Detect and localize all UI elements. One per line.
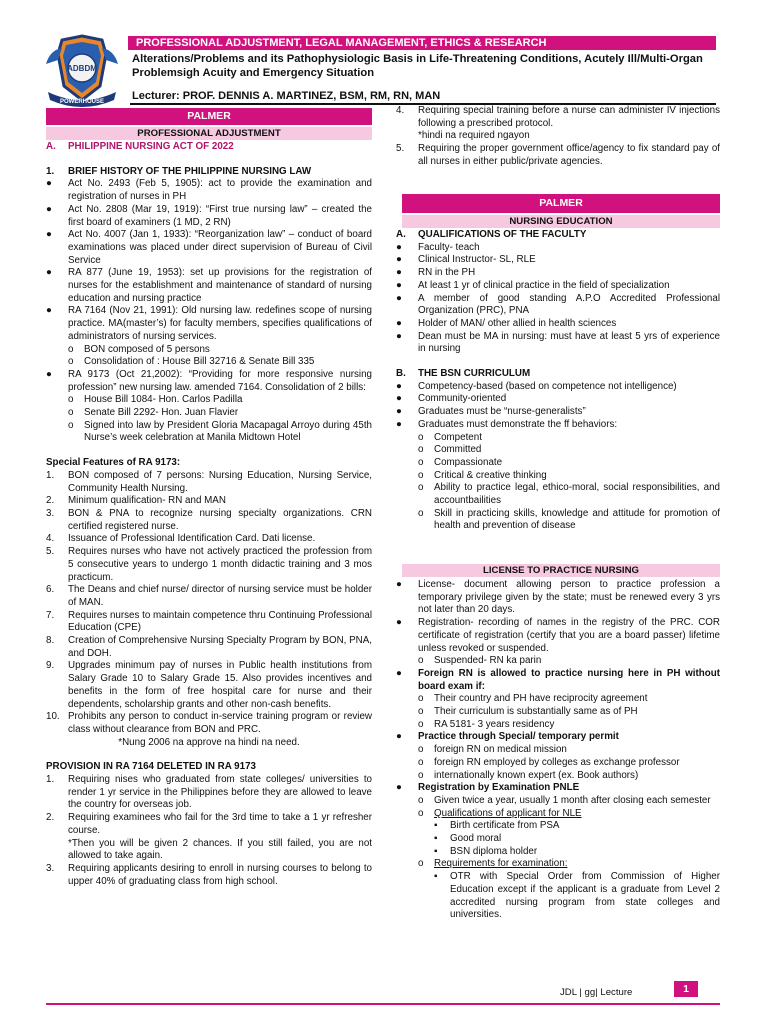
school-logo: [36, 30, 128, 116]
list-item: ● Dean must be MA in nursing: must have at least 5 yrs of experience in nursing: [396, 330, 720, 355]
list-note: *Then you will be given 2 chances. If you still failed, you are not allowed to take again.: [68, 837, 372, 862]
list-item: ● A member of good standing A.P.O Accredited Professional Organization (PRC), PNA: [396, 292, 720, 317]
list-item: ● Faculty- teach: [396, 241, 480, 253]
footer-rule: [46, 1003, 720, 1005]
list-item: ● Graduates must demonstrate the ff behaviors:: [396, 418, 618, 430]
right-column-license: [396, 579, 720, 922]
list-item: ● Act No. 4007 (Jan 1, 1933): “Reorganization law” – conduct of board examinations was placed under direct supervision of Bureau of Civil Service: [46, 229, 372, 266]
section-a-heading: A. PHILIPPINE NURSING ACT OF 2022: [46, 141, 234, 152]
list-item: ● Community-oriented: [396, 393, 507, 405]
list-subitem: o Skill in practicing skills, knowledge and attitude for promotion of health and prevention of disease: [418, 507, 720, 532]
list-item: ● At least 1 yr of clinical practice in the field of specialization: [396, 279, 670, 291]
list-subitem: o House Bill 1084- Hon. Carlos Padilla: [68, 394, 243, 406]
special-features-heading: Special Features of RA 9173:: [46, 457, 181, 469]
page-number: 1: [674, 981, 698, 997]
list-subitem: o foreign RN on medical mission: [418, 744, 567, 756]
list-item: 1. BON composed of 7 persons: Nursing Education, Nursing Service, Community Health Nursing.: [46, 469, 372, 494]
lecturer-name: Lecturer: PROF. DENNIS A. MARTINEZ, BSM, RM, RN, MAN: [132, 90, 441, 102]
list-item: 5. Requires nurses who have not actively practiced the profession from 5 consecutive years to undergo 1 month didactic training and 3 mos practicum.: [46, 546, 372, 583]
list-subitem: o Ability to practice legal, ethico-moral, social responsibilities, and accountbailities: [418, 482, 720, 507]
svg-text:POWERHOUSE: POWERHOUSE: [59, 99, 105, 105]
list-note: *hindi na required ngayon: [418, 130, 530, 142]
list-subitem: o foreign RN employed by colleges as exchange professor: [418, 756, 680, 768]
list-subitem: o Compassionate: [418, 456, 503, 468]
list-subitem: o Their country and PH have reciprocity agreement: [418, 693, 648, 705]
list-subitem: o Consolidation of : House Bill 32716 & Senate Bill 335: [68, 356, 315, 368]
palmer-bar-2: PALMER: [402, 194, 720, 213]
list-subsubitem: ▪ Good moral: [434, 833, 502, 845]
list-subitem: o Signed into law by President Gloria Macapagal Arroyo during 45th Nurse’s week celebration at Manila Midtown Hotel: [68, 419, 372, 444]
list-item: ● Act No. 2808 (Mar 19, 1919): “First true nursing law” – created the first board of examiners (1 MD, 2 RN): [46, 203, 372, 228]
history-heading: 1. BRIEF HISTORY OF THE PHILIPPINE NURSING LAW: [46, 165, 312, 177]
list-subitem: o Given twice a year, usually 1 month after closing each semester: [418, 794, 711, 806]
right-column: [396, 229, 720, 533]
right-column-top: [396, 105, 720, 169]
svg-text:ADBDM: ADBDM: [67, 64, 97, 73]
list-item: 9. Upgrades minimum pay of nurses in Public health institutions from Salary Grade 10 to Salary Grade 15. Also provides incentives and benefits in the form of free hospital care for nurse and their dependents, scholarship grants and other non-cash benefits.: [46, 660, 372, 710]
list-item: 4. Issuance of Professional Identification Card. Dati license.: [46, 533, 316, 545]
list-subitem: o Senate Bill 2292- Hon. Juan Flavier: [68, 407, 239, 419]
faculty-heading: A. QUALIFICATIONS OF THE FACULTY: [396, 229, 587, 240]
list-item: 5. Requiring the proper government office/agency to fix standard pay of all nurses in either public/private agencies.: [396, 143, 720, 167]
list-subitem: o BON composed of 5 persons: [68, 343, 210, 355]
list-item: ● Clinical Instructor- SL, RLE: [396, 254, 536, 266]
palmer-bar: PALMER: [46, 108, 372, 125]
list-item: 7. Requires nurses to maintain competence thru Continuing Professional Education (CPE): [46, 609, 372, 634]
list-item: 8. Creation of Comprehensive Nursing Specialty Program by BON, PNA, and DOH.: [46, 635, 372, 659]
list-subsubitem: ▪ BSN diploma holder: [434, 845, 538, 857]
section-bar-professional-adjustment: PROFESSIONAL ADJUSTMENT: [46, 127, 372, 140]
list-item: 6. The Deans and chief nurse/ director of nursing service must be holder of MAN.: [46, 584, 372, 608]
list-item: ● RA 9173 (Oct 21,2002): “Providing for more responsive nursing profession” new nursing law. amended 7164. Consolidation of 2 bills:: [46, 368, 372, 393]
list-item: 1. Requiring nises who graduated from state colleges/ universities to render 1 yr service in the Philippines before they are allowed to leave the country for overseas job.: [46, 774, 372, 811]
list-item: 10. Prohibits any person to conduct in-service training program or review class without clearance from BON and PRC.: [46, 711, 372, 735]
list-item: 4. Requiring special training before a nurse can administer IV injections following a prescribed protocol.: [396, 105, 720, 129]
list-subsubitem: ▪ Birth certificate from PSA: [434, 820, 560, 832]
special-features-list: [46, 470, 372, 737]
list-item: 3. Requiring applicants desiring to enroll in nursing courses to belong to upper 40% of graduating class from high school.: [46, 862, 372, 887]
list-item: 3. BON & PNA to recognize nursing specialty organizations. CRN certified registered nurse.: [46, 507, 372, 532]
lecture-subtitle: Alterations/Problems and its Pathophysiologic Basis in Life-Threatening Conditions, Acutely Ill/Multi-Organ Problemsigh Acuity and Emergency Situation: [132, 53, 703, 79]
section-bar-license: LICENSE TO PRACTICE NURSING: [402, 564, 720, 577]
list-subitem: o Their curriculum is substantially same as of PH: [418, 706, 638, 718]
list-subitem: o Qualifications of applicant for NLE: [418, 807, 582, 819]
list-item: ● Foreign RN is allowed to practice nursing here in PH without board exam if:: [396, 667, 720, 692]
list-item: ● Graduates must be “nurse-generalists”: [396, 406, 586, 418]
list-item: ● RA 877 (June 19, 1953): set up provisions for the registration of nurses for the establishment and maintenance of standard of nursing education and nursing practice: [46, 267, 372, 304]
list-item: ● Act No. 2493 (Feb 5, 1905): act to provide the examination and registration of nurses in PH: [46, 178, 372, 203]
footer-text: JDL | gg| Lecture: [560, 987, 633, 998]
list-subitem: o internationally known expert (ex. Book authors): [418, 769, 639, 781]
list-subsubitem: ▪ OTR with Special Order from Commission of Higher Education except if the applicant is a graduate from Level 2 accredited nursing program from state colleges and universities.: [434, 871, 720, 921]
list-item: ● Registration by Examination PNLE: [396, 782, 580, 794]
list-item: ● License- document allowing person to practice profession a temporary privilege given by the state; must be renewed every 3 yrs not later than 20 days.: [396, 579, 720, 616]
deleted-provisions-heading: PROVISION IN RA 7164 DELETED IN RA 9173: [46, 761, 256, 773]
list-item: ● RN in the PH: [396, 267, 476, 279]
left-column: [46, 141, 372, 888]
list-subitem: o Committed: [418, 444, 482, 456]
list-subitem: o Competent: [418, 431, 482, 443]
special-features-note: *Nung 2006 na approve na hindi na need.: [118, 736, 300, 748]
section-bar-nursing-education: NURSING EDUCATION: [402, 215, 720, 228]
curriculum-heading: B. THE BSN CURRICULUM: [396, 368, 531, 380]
list-item: 2. Requiring examinees who fail for the 3rd time to take a 1 yr refresher course.: [46, 812, 372, 836]
list-item: 2. Minimum qualification- RN and MAN: [46, 495, 226, 507]
list-subitem: o Requirements for examination:: [418, 858, 568, 870]
list-subitem: o Suspended- RN ka parin: [418, 655, 542, 667]
list-item: ● Practice through Special/ temporary permit: [396, 731, 619, 743]
list-subitem: o Critical & creative thinking: [418, 469, 547, 481]
list-item: ● Competency-based (based on competence not intelligence): [396, 380, 677, 392]
course-title-bar: PROFESSIONAL ADJUSTMENT, LEGAL MANAGEMENT, ETHICS & RESEARCH: [128, 36, 716, 50]
list-subitem: o RA 5181- 3 years residency: [418, 718, 555, 730]
list-item: ● Registration- recording of names in the registry of the PRC. COR certificate of registration (certify that you are a board passer) lifetime unless revoked or suspended.: [396, 617, 720, 654]
list-item: ● RA 7164 (Nov 21, 1991): Old nursing law. redefines scope of nursing practice. MA(master’s) for faculty members, specifies qualifications of administrators of nursing services.: [46, 305, 372, 342]
list-item: ● Holder of MAN/ other allied in health sciences: [396, 317, 617, 329]
